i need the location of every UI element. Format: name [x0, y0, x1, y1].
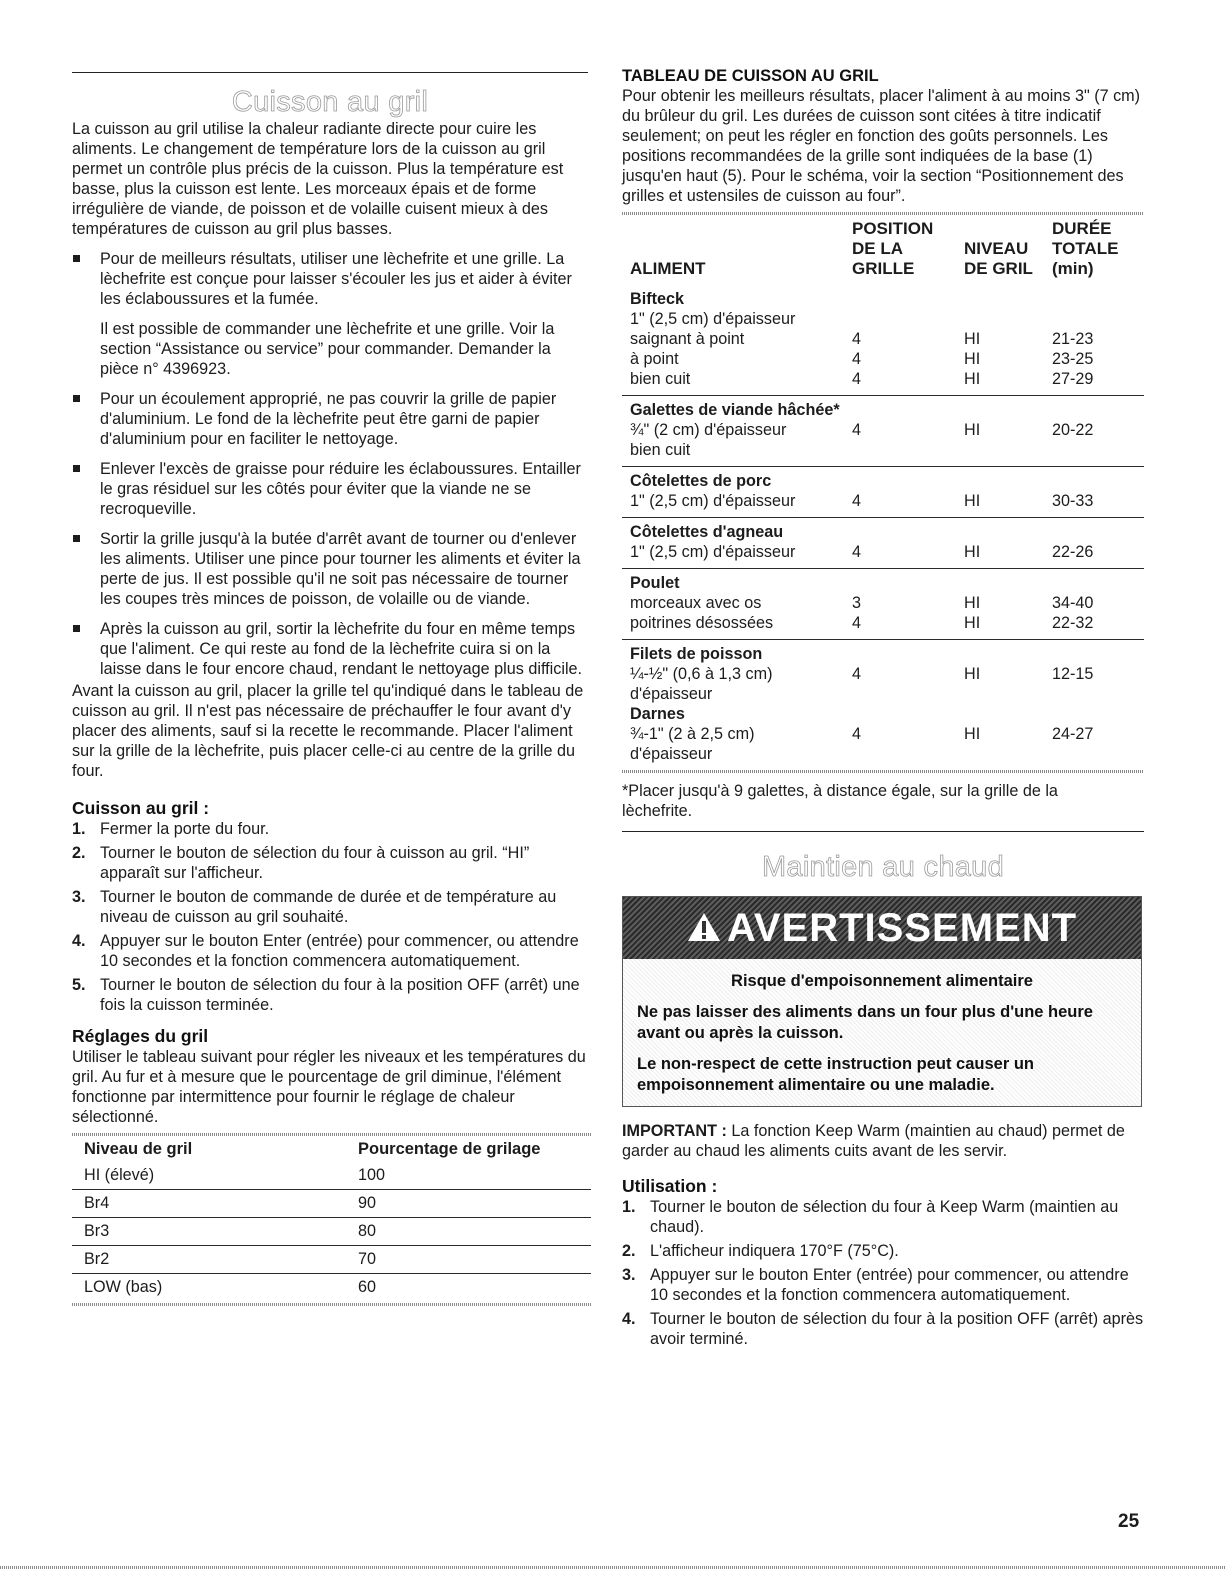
rack-position-cell [852, 467, 964, 518]
time-value [1052, 744, 1144, 764]
left-column [72, 0, 588, 1306]
broil-level-cell [964, 518, 1052, 569]
step-text: Appuyer sur le bouton Enter (entrée) pour commencer, ou attendre 10 secondes et la fonction commencera automatiquement. [100, 932, 579, 970]
column-header: Pourcentage de grilage [358, 1140, 541, 1158]
section-title-broiling: Cuisson au gril [231, 86, 429, 118]
grill-percent-cell: 100 [346, 1162, 591, 1190]
food-line: 1" (2,5 cm) d'épaisseur [630, 310, 796, 328]
warning-instruction: Ne pas laisser des aliments dans un four plus d'une heure avant ou après la cuisson. [637, 1003, 1093, 1042]
food-line: à point [630, 350, 679, 368]
rack-position-cell [852, 285, 964, 396]
tip-extra-text: Il est possible de commander une lèchefrite et une grille. Voir la section “Assistance ou service” pour commander. Demander la pièce n° 4396923. [100, 320, 555, 378]
keep-warm-steps-list [622, 1197, 1144, 1349]
total-time-cell [1052, 396, 1144, 467]
step-item [72, 975, 588, 1015]
level-value: HI [964, 725, 981, 743]
table-row [72, 1190, 591, 1218]
spacer-line [852, 471, 964, 491]
header-line: DURÉE [1052, 219, 1112, 238]
important-label: IMPORTANT : [622, 1122, 727, 1140]
time-value [1052, 440, 1144, 460]
step-item [72, 887, 588, 927]
spacer-line [1052, 522, 1144, 542]
table-header-row [622, 215, 1144, 285]
spacer-line [1052, 644, 1144, 664]
food-line: ¾-1" (2 à 2,5 cm) [630, 725, 755, 743]
food-group-name: Filets de poisson [630, 645, 763, 663]
header-line: (min) [1052, 259, 1094, 278]
header-rack-position [852, 215, 964, 285]
food-line: ¾" (2 cm) d'épaisseur [630, 421, 787, 439]
level-value [964, 684, 1052, 704]
position-value: 4 [852, 665, 862, 683]
food-line: Darnes [630, 705, 685, 723]
food-cell [622, 569, 852, 640]
step-number: 2. [622, 1242, 636, 1260]
food-group-name: Galettes de viande hâchée* [630, 401, 840, 419]
time-value: 34-40 [1052, 594, 1094, 612]
food-line: 1" (2,5 cm) d'épaisseur [630, 543, 796, 561]
spacer-line [852, 522, 964, 542]
keep-warm-steps-title: Utilisation : [622, 1176, 718, 1196]
step-text: Tourner le bouton de sélection du four à Keep Warm (maintien au chaud). [650, 1198, 1119, 1236]
section-rule [622, 831, 1144, 832]
grill-percent-cell: 60 [358, 1278, 377, 1296]
broiling-placement-text: Avant la cuisson au gril, placer la grille tel qu'indiqué dans le tableau de cuisson au gril. Il n'est pas nécessaire de préchauffer le four avant d'y placer des aliments, sauf si la recette le recommande. Placer l'aliment sur la grille de la lèchefrite, puis placer celle-ci au centre de la grille du four. [72, 682, 584, 780]
tip-text: Enlever l'excès de graisse pour réduire les éclaboussures. Entailler le gras résiduel sur les côtés pour éviter que la viande ne se recroqueville. [100, 460, 581, 518]
header-line: TOTALE [1052, 239, 1119, 258]
tip-item [72, 249, 588, 379]
level-value [964, 440, 1052, 460]
spacer-line [964, 573, 1052, 593]
position-value [852, 440, 964, 460]
table-row [622, 569, 1144, 640]
grill-settings-text: Utiliser le tableau suivant pour régler les niveaux et les températures du gril. Au fur et à mesure que le pourcentage de gril diminue, l'élément fonctionne par intermittence pour fournir le réglage de chaleur sélectionné. [72, 1048, 586, 1126]
table-row [72, 1162, 591, 1190]
cooking-chart-table [622, 215, 1144, 770]
position-value: 4 [852, 725, 862, 743]
spacer-line [1052, 573, 1144, 593]
tip-text: Pour un écoulement approprié, ne pas couvrir la grille de papier d'aluminium. Le fond de la lèchefrite peut être garni de papier d'aluminium pour en faciliter le nettoyage. [100, 390, 557, 448]
important-note [622, 1121, 1144, 1161]
tip-item [72, 619, 588, 679]
position-value [852, 309, 964, 329]
cooking-chart-title: TABLEAU DE CUISSON AU GRIL [622, 67, 879, 85]
top-rule [72, 72, 588, 73]
broil-level-cell [964, 640, 1052, 771]
level-value: HI [964, 350, 981, 368]
step-text: Fermer la porte du four. [100, 820, 270, 838]
tip-item [72, 389, 588, 449]
food-line: bien cuit [630, 370, 691, 388]
spacer-line [852, 289, 964, 309]
spacer-line [964, 644, 1052, 664]
food-line: 1" (2,5 cm) d'épaisseur [630, 492, 796, 510]
table-row [622, 285, 1144, 396]
food-line: ¼-½" (0,6 à 1,3 cm) [630, 665, 773, 683]
spacer-line [964, 522, 1052, 542]
warning-triangle-icon [687, 912, 721, 942]
time-value: 23-25 [1052, 350, 1094, 368]
page-number: 25 [1118, 1511, 1140, 1532]
time-value: 30-33 [1052, 492, 1094, 510]
food-line: morceaux avec os [630, 594, 762, 612]
warning-risk-line: Risque d'empoisonnement alimentaire [731, 972, 1033, 990]
spacer-line [852, 644, 964, 664]
header-line: NIVEAU [964, 239, 1029, 258]
position-value: 4 [852, 543, 862, 561]
total-time-cell [1052, 640, 1144, 771]
right-column [622, 0, 1144, 1353]
time-value: 20-22 [1052, 421, 1094, 439]
grill-percent-cell: 90 [346, 1190, 591, 1218]
step-item [622, 1309, 1144, 1349]
warning-body [623, 959, 1141, 1106]
header-line: DE GRIL [964, 259, 1033, 278]
table-row [622, 518, 1144, 569]
tip-text: Pour de meilleurs résultats, utiliser une lèchefrite et une grille. La lèchefrite est conçue pour laisser s'écouler les jus et aider à éviter les éclaboussures et la fumée. [100, 250, 572, 308]
grill-percent-cell: 70 [346, 1246, 591, 1274]
spacer-line [964, 471, 1052, 491]
time-value: 12-15 [1052, 665, 1094, 683]
grill-percent-cell: 80 [346, 1218, 591, 1246]
level-value: HI [964, 492, 981, 510]
step-text: Tourner le bouton de sélection du four à la position OFF (arrêt) une fois la cuisson terminée. [100, 976, 580, 1014]
broil-level-cell [964, 285, 1052, 396]
tip-text: Après la cuisson au gril, sortir la lèchefrite du four en même temps que l'aliment. Ce qui reste au fond de la lèchefrite cuira si on la laisse dans le four encore chaud, rendant le nettoyage plus difficile. [100, 620, 583, 678]
grill-level-cell: LOW (bas) [84, 1278, 163, 1296]
broil-level-cell [964, 396, 1052, 467]
position-value [852, 704, 964, 724]
level-value [964, 309, 1052, 329]
time-value [1052, 704, 1144, 724]
rack-position-cell [852, 640, 964, 771]
spacer-line [852, 400, 964, 420]
food-cell [622, 640, 852, 771]
rack-position-cell [852, 518, 964, 569]
food-line: d'épaisseur [630, 745, 713, 763]
step-item [622, 1241, 1144, 1261]
table-row [72, 1218, 591, 1246]
rack-position-cell [852, 569, 964, 640]
time-value: 21-23 [1052, 330, 1094, 348]
step-text: Appuyer sur le bouton Enter (entrée) pour commencer, ou attendre 10 secondes et la fonction commencera automatiquement. [650, 1266, 1129, 1304]
step-number: 3. [72, 888, 86, 906]
page-bottom-hatch [0, 1566, 1225, 1569]
step-number: 2. [72, 844, 86, 862]
cooking-chart-body [622, 285, 1144, 770]
food-cell [622, 396, 852, 467]
level-value: HI [964, 614, 981, 632]
step-text: Tourner le bouton de sélection du four à cuisson au gril. “HI” apparaît sur l'afficheur. [100, 844, 530, 882]
level-value: HI [964, 665, 981, 683]
level-value [964, 744, 1052, 764]
step-item [622, 1197, 1144, 1237]
broil-level-cell [964, 569, 1052, 640]
position-value: 4 [852, 614, 862, 632]
level-value: HI [964, 370, 981, 388]
position-value: 4 [852, 370, 862, 388]
header-line: POSITION [852, 219, 934, 238]
grill-settings-title: Réglages du gril [72, 1026, 209, 1046]
time-value: 24-27 [1052, 725, 1094, 743]
total-time-cell [1052, 518, 1144, 569]
food-line: saignant à point [630, 330, 745, 348]
spacer-line [1052, 289, 1144, 309]
position-value: 4 [852, 421, 862, 439]
spacer-line [852, 573, 964, 593]
table-hatch-bottom [72, 1303, 591, 1306]
section-title-keep-warm: Maintien au chaud [761, 851, 1005, 883]
food-group-name: Poulet [630, 574, 680, 592]
warning-consequence: Le non-respect de cette instruction peut causer un empoisonnement alimentaire ou une maladie. [637, 1055, 1034, 1094]
step-number: 4. [72, 932, 86, 950]
food-cell [622, 285, 852, 396]
spacer-line [1052, 471, 1144, 491]
column-header: Niveau de gril [84, 1140, 193, 1158]
step-text: Tourner le bouton de commande de durée et de température au niveau de cuisson au gril souhaité. [100, 888, 557, 926]
table-header-row [72, 1136, 591, 1162]
level-value: HI [964, 330, 981, 348]
food-group-name: Bifteck [630, 290, 684, 308]
position-value: 3 [852, 594, 862, 612]
cooking-chart-intro: Pour obtenir les meilleurs résultats, placer l'aliment à au moins 3" (7 cm) du brûleur du gril. Les durées de cuisson sont citées à titre indicatif seulement; on peut les régler en fonction des goûts personnels. Les positions recommandées de la grille sont indiquées de la base (1) jusqu'en haut (5). Pour le schéma, voir la section “Positionnement des grilles et ustensiles de cuisson au four”. [622, 87, 1141, 205]
broiling-steps-list [72, 819, 588, 1015]
header-line: GRILLE [852, 259, 915, 278]
important-text: La fonction Keep Warm (maintien au chaud) permet de garder au chaud les aliments cuits avant de les servir. [622, 1122, 1125, 1160]
step-item [72, 931, 588, 971]
header-line: DE LA [852, 239, 903, 258]
step-number: 1. [622, 1198, 636, 1216]
position-value: 4 [852, 350, 862, 368]
level-value: HI [964, 421, 981, 439]
grill-level-cell: Br3 [72, 1218, 346, 1246]
grill-table-body [72, 1162, 591, 1301]
position-value: 4 [852, 492, 862, 510]
header-broil-level [964, 215, 1052, 285]
spacer-line [1052, 400, 1144, 420]
tip-item [72, 459, 588, 519]
broil-level-cell [964, 467, 1052, 518]
step-text: Tourner le bouton de sélection du four à la position OFF (arrêt) après avoir terminé. [650, 1310, 1144, 1348]
grill-level-table [72, 1136, 591, 1301]
time-value [1052, 309, 1144, 329]
spacer-line [964, 400, 1052, 420]
broiling-steps-title: Cuisson au gril : [72, 798, 210, 818]
tip-text: Sortir la grille jusqu'à la butée d'arrêt avant de tourner ou d'enlever les aliments. Utiliser une pince pour tourner les aliments et éviter la perte de jus. Il est possible qu'il ne soit pas nécessaire de tourner les coupes très minces de poisson, de volaille ou de viande. [100, 530, 581, 608]
position-value [852, 744, 964, 764]
position-value: 4 [852, 330, 862, 348]
food-group-name: Côtelettes de porc [630, 472, 772, 490]
spacer-line [964, 289, 1052, 309]
header-food: ALIMENT [630, 259, 706, 278]
warning-heading: AVERTISSEMENT [726, 906, 1078, 950]
time-value: 22-26 [1052, 543, 1094, 561]
grill-level-cell: Br4 [72, 1190, 346, 1218]
step-number: 3. [622, 1266, 636, 1284]
total-time-cell [1052, 569, 1144, 640]
food-line: poitrines désossées [630, 614, 774, 632]
level-value: HI [964, 543, 981, 561]
step-number: 4. [622, 1310, 636, 1328]
table-row [72, 1246, 591, 1274]
level-value [964, 704, 1052, 724]
grill-level-cell: Br2 [72, 1246, 346, 1274]
step-number: 1. [72, 820, 86, 838]
step-item [72, 843, 588, 883]
chart-footnote: *Placer jusqu'à 9 galettes, à distance égale, sur la grille de la lèchefrite. [622, 782, 1058, 820]
grill-level-cell: HI (élevé) [72, 1162, 346, 1190]
warning-box [622, 896, 1142, 1107]
step-item [622, 1265, 1144, 1305]
food-line: d'épaisseur [630, 685, 713, 703]
food-cell [622, 467, 852, 518]
warning-header [623, 897, 1141, 959]
food-line: bien cuit [630, 441, 691, 459]
position-value [852, 684, 964, 704]
table-row [622, 396, 1144, 467]
total-time-cell [1052, 467, 1144, 518]
time-value: 22-32 [1052, 614, 1094, 632]
header-total-time [1052, 215, 1144, 285]
chart-hatch-bottom [622, 770, 1144, 773]
table-row [622, 467, 1144, 518]
food-group-name: Côtelettes d'agneau [630, 523, 784, 541]
food-cell [622, 518, 852, 569]
level-value: HI [964, 594, 981, 612]
broiling-tips-list [72, 249, 588, 679]
total-time-cell [1052, 285, 1144, 396]
time-value: 27-29 [1052, 370, 1094, 388]
table-row [622, 640, 1144, 771]
table-row [72, 1274, 591, 1302]
step-item [72, 819, 588, 839]
step-number: 5. [72, 976, 86, 994]
broiling-intro: La cuisson au gril utilise la chaleur radiante directe pour cuire les aliments. Le changement de température lors de la cuisson au gril permet un contrôle plus précis de la cuisson. Plus la température est basse, plus la cuisson est lente. Les morceaux épais et de forme irrégulière de viande, de poisson et de volaille cuisent mieux à des températures de cuisson au gril plus basses. [72, 120, 564, 238]
rack-position-cell [852, 396, 964, 467]
tip-item [72, 529, 588, 609]
time-value [1052, 684, 1144, 704]
step-text: L'afficheur indiquera 170°F (75°C). [650, 1242, 899, 1260]
